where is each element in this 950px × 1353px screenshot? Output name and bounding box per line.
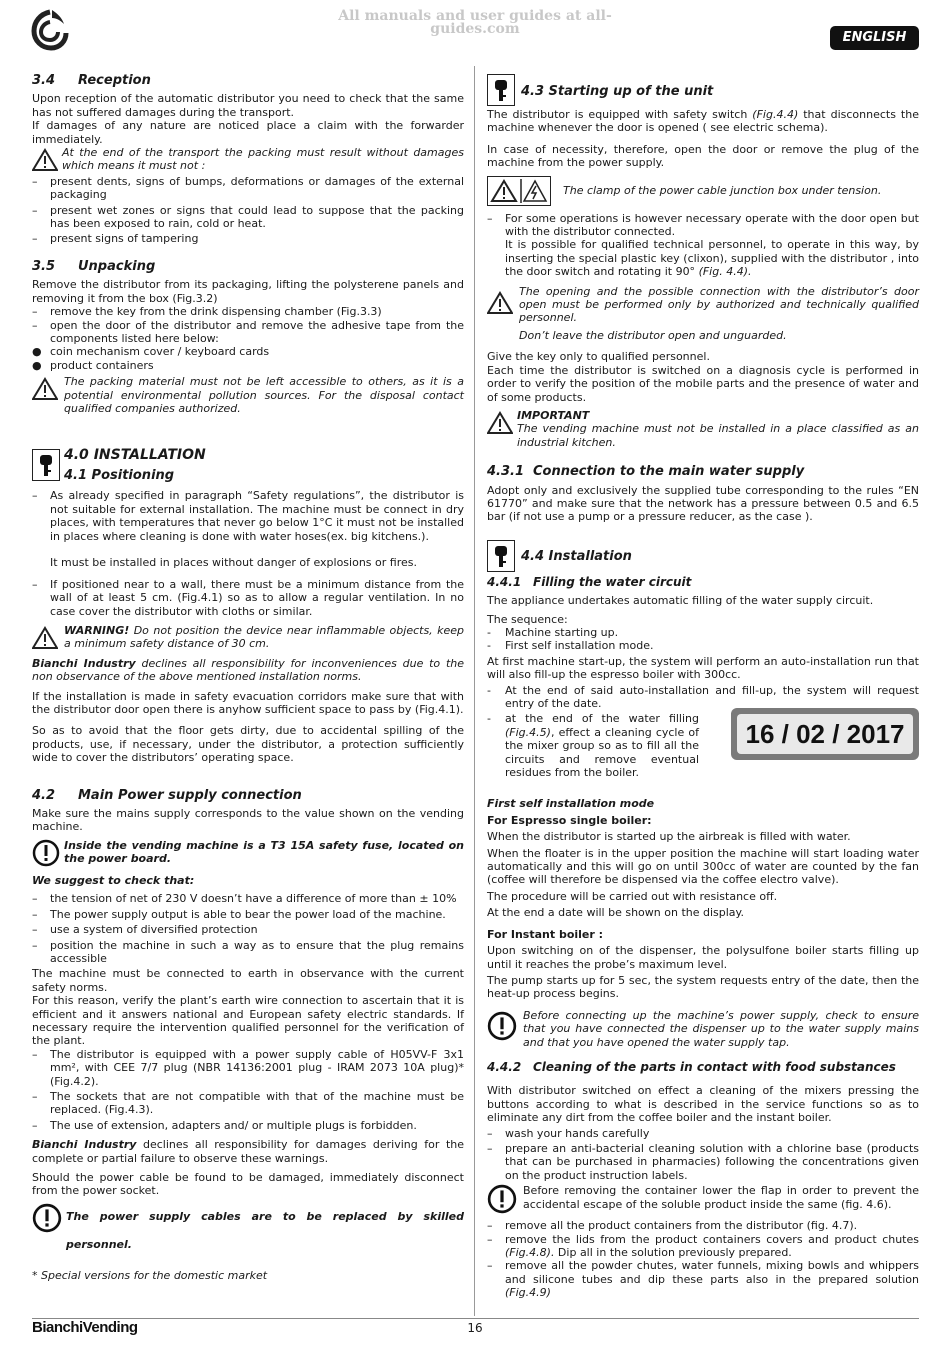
section-4-2-heading: 4.2 Main Power supply connection bbox=[32, 787, 302, 803]
paragraph: We suggest to check that: bbox=[32, 873, 195, 887]
right-column bbox=[487, 74, 919, 1305]
paragraph: Upon reception of the automatic distributor you need to check that the same has not suffered damages during the transport. bbox=[32, 92, 464, 119]
section-4-3-1-heading: 4.3.1 Connection to the main water supply bbox=[487, 464, 805, 480]
list-item: – As already specified in paragraph “Safety regulations”, the distributor is not suitable for external installation. The machine must be connect in dry places, with temperatures that never go below 1°C it must not be installed in places where cleaning is done with water hoses(ex. big kitchens.). It must be installed in places without danger of explosions or fires. bbox=[32, 489, 464, 570]
section-4-3-heading: 4.3 Starting up of the unit bbox=[521, 84, 714, 99]
paragraph: The sequence: bbox=[487, 612, 568, 626]
exclamation-circle-icon bbox=[487, 1011, 517, 1044]
paragraph: Adopt only and exclusively the supplied tube corresponding to the rules “EN 61770” and make sure that the network has a pressure between 0.5 and 6.5 bar (if not use a pump or a pressure reducer, as the case ). bbox=[487, 483, 919, 524]
list-item: – remove the lids from the product containers covers and product chutes (Fig.4.8). Dip all in the solution previously prepared. bbox=[487, 1232, 919, 1259]
section-4-4-2-heading: 4.4.2 Cleaning of the parts in contact with food substances bbox=[487, 1059, 896, 1074]
paragraph: When the floater is in the upper position the machine will start loading water automatically and this will go on until 300cc of water are counted by the fan (coffee will therefore be dispensed via the coffee electro valve). bbox=[487, 846, 919, 887]
subheading: For Instant boiler : bbox=[487, 927, 604, 941]
section-4-3 bbox=[487, 74, 919, 108]
list-item: – For some operations is however necessary operate with the door open but with the distributor connected. It is possible for qualified technical personnel, to operate in this way, by inserting the special plastic key (clixon), supplied with the distributor , into the door switch and rotating it 90° (Fig. 4.4). bbox=[487, 211, 919, 279]
list-item: – The power supply output is able to bear the power load of the machine. bbox=[32, 907, 446, 921]
paragraph: At first machine start-up, the system will perform an auto-installation run that will also fill-up the espresso boiler with 300cc. bbox=[487, 654, 919, 682]
paragraph: The pump starts up for 5 sec, the system requests entry of the date, then the heat-up process begins. bbox=[487, 973, 919, 1001]
section-4-4 bbox=[487, 540, 919, 574]
list bbox=[487, 212, 919, 279]
list-item: – present wet zones or signs that could lead to suppose that the packing has been exposed to rain, cold or heat. bbox=[32, 203, 464, 231]
paragraph: In case of necessity, therefore, open the door or remove the plug of the machine from the power supply. bbox=[487, 142, 919, 170]
list-item: – the tension of net of 230 V doesn’t have a difference of more than ± 10% bbox=[32, 892, 457, 906]
list bbox=[32, 305, 464, 372]
paragraph: Make sure the mains supply corresponds to the value shown on the vending machine. bbox=[32, 807, 464, 834]
paragraph: Bianchi Industry declines all responsibility for inconveniences due to the non observance of the above mentioned installation norms. bbox=[32, 656, 465, 684]
date-display-value: 16 / 02 / 2017 bbox=[737, 714, 913, 754]
list bbox=[32, 1048, 464, 1132]
section-4-4-heading: 4.4 Installation bbox=[521, 548, 632, 564]
paragraph: With distributor switched on effect a cleaning of the mixers pressing the buttons according to what is described in the service functions so as to eliminate any dirt from the coffee boiler and the instant boiler. bbox=[487, 1084, 919, 1125]
date-block bbox=[487, 684, 919, 780]
section-4-4-1-heading: 4.4.1 Filling the water circuit bbox=[487, 574, 692, 589]
exclamation-circle-icon bbox=[32, 1203, 62, 1244]
list bbox=[487, 626, 919, 653]
clamp-warning-text: The clamp of the power cable junction box under tension. bbox=[563, 183, 882, 197]
list-item: - First self installation mode. bbox=[487, 639, 654, 653]
paragraph: For this reason, verify the plant’s earth wire connection to ascertain that it is efficient and it answers national and European safety electric standards. If necessary require the intervention qualified personnel for the verification of the plant. bbox=[32, 994, 464, 1048]
list-item: – remove all the product containers from the distributor (fig. 4.7). bbox=[487, 1219, 858, 1233]
warning-triangle-icon bbox=[32, 148, 58, 175]
section-4-0 bbox=[32, 449, 464, 485]
important-note: Inside the vending machine is a T3 15A safety fuse, located on the power board. bbox=[32, 839, 464, 869]
paragraph: The procedure will be carried out with resistance off. bbox=[487, 889, 778, 903]
section-4-1-heading: 4.1 Positioning bbox=[64, 468, 175, 484]
paragraph: Each time the distributor is switched on a diagnosis cycle is performed in order to verify the position of the mobile parts and the presence of water and of some products. bbox=[487, 363, 919, 404]
list-item: ● product containers bbox=[32, 358, 154, 372]
warning-note: WARNING! Do not position the device near inflammable objects, keep a minimum safety distance of 30 cm. bbox=[32, 624, 464, 651]
list bbox=[32, 489, 464, 618]
list bbox=[32, 175, 464, 246]
warning-note: At the end of the transport the packing must result without damages which means it must not : bbox=[32, 146, 464, 173]
warning-note: The packing material must not be left accessible to others, as it is a potential environmental pollution sources. For the disposal contact qualified companies authorized. bbox=[32, 375, 464, 415]
exclamation-circle-icon bbox=[487, 1184, 517, 1217]
paragraph: If damages of any nature are noticed place a claim with the forwarder immediately. bbox=[32, 119, 464, 146]
subheading: First self installation mode bbox=[487, 797, 655, 811]
paragraph: Bianchi Industry declines all responsibility for damages deriving for the complete or partial failure to observe these warnings. bbox=[32, 1138, 464, 1165]
warning-triangle-icon bbox=[487, 411, 513, 438]
list-item: – The sockets that are not compatible with that of the machine must be replaced. (Fig.4.3). bbox=[32, 1089, 464, 1117]
list-item: – remove all the powder chutes, water funnels, mixing bowls and whippers and silicone tubes and dip these parts also in the prepared solution (Fig.4.9) bbox=[487, 1259, 919, 1300]
warning-triangle-icon bbox=[32, 377, 58, 404]
language-badge: ENGLISH bbox=[830, 26, 919, 50]
footer-divider bbox=[32, 1318, 919, 1319]
list-item: - At the end of said auto-installation and fill-up, the system will request entry of the date. bbox=[487, 683, 919, 710]
key-icon bbox=[487, 540, 515, 572]
list-item: - Machine starting up. bbox=[487, 625, 619, 639]
paragraph: Give the key only to qualified personnel. bbox=[487, 350, 710, 364]
list-item: – present dents, signs of bumps, deformations or damages of the external packaging bbox=[32, 174, 464, 202]
subheading: For Espresso single boiler: bbox=[487, 813, 652, 827]
important-note: Before connecting up the machine’s power supply, check to ensure that you have connected the dispenser up to the water supply mains and that you have opened the water supply tap. bbox=[487, 1009, 919, 1049]
column-divider bbox=[474, 66, 475, 1316]
warning-triangle-icon bbox=[32, 626, 58, 653]
warning-note: The opening and the possible connection with the distributor’s door open must be performed only by authorized and technically qualified personnel. Don’t leave the distributor open and unguarded. bbox=[487, 285, 919, 343]
key-icon bbox=[487, 74, 515, 106]
exclamation-circle-icon bbox=[32, 839, 60, 870]
watermark: All manuals and user guides at all-guides.com bbox=[338, 8, 612, 38]
list bbox=[487, 684, 919, 711]
paragraph: At the end a date will be shown on the display. bbox=[487, 906, 744, 920]
page-number: 16 bbox=[467, 1321, 483, 1335]
important-note: The power supply cables are to be replaced by skilled personnel. bbox=[32, 1203, 464, 1259]
list-item: - at the end of the water filling (Fig.4.5), effect a cleaning cycle of the mixer group so as to fill all the circuits and remove eventual residues from the boiler. bbox=[487, 712, 699, 780]
important-note: IMPORTANT The vending machine must not be installed in a place classified as an industrial kitchen. bbox=[487, 409, 919, 449]
footer-brand: BianchiVending bbox=[32, 1319, 138, 1336]
list bbox=[32, 892, 464, 965]
list-item: – position the machine in such a way as to ensure that the plug remains accessible bbox=[32, 938, 464, 965]
list bbox=[487, 712, 699, 779]
footnote: * Special versions for the domestic market bbox=[32, 1268, 268, 1282]
list-item: – If positioned near to a wall, there must be a minimum distance from the wall of at least 5 cm. (Fig.4.1) so as to allow a regular ventilation. In no case cover the distributor with cloths or similar. bbox=[32, 577, 464, 618]
paragraph: The appliance undertakes automatic filling of the water supply circuit. bbox=[487, 594, 874, 608]
list-item: – open the door of the distributor and remove the adhesive tape from the components listed here below: bbox=[32, 318, 464, 345]
important-note: Before removing the container lower the flap in order to prevent the accidental escape of the soluble product inside the same (fig. 4.6). bbox=[487, 1184, 919, 1214]
date-display bbox=[731, 708, 919, 760]
section-3-5-heading: 3.5 Unpacking bbox=[32, 258, 156, 274]
paragraph: The machine must be connected to earth in observance with the current safety norms. bbox=[32, 967, 464, 994]
paragraph: So as to avoid that the floor gets dirty, due to accidental spilling of the products, use, if necessary, under the distributor, a protection sufficiently wide to cover the distributors’ operating space. bbox=[32, 724, 464, 765]
paragraph: Should the power cable be found to be damaged, immediately disconnect from the power socket. bbox=[32, 1171, 464, 1198]
warning-triangle-icon bbox=[487, 291, 513, 318]
list-item: – use a system of diversified protection bbox=[32, 923, 258, 937]
list bbox=[487, 1127, 919, 1183]
section-3-4-heading: 3.4 Reception bbox=[32, 73, 151, 88]
list-item: – remove the key from the drink dispensing chamber (Fig.3.3) bbox=[32, 305, 382, 319]
paragraph: The distributor is equipped with safety switch (Fig.4.4) that disconnects the machine whenever the door is opened ( see electric schema). bbox=[487, 108, 919, 135]
electric-warning-icon bbox=[487, 176, 551, 206]
clamp-warning bbox=[487, 176, 919, 208]
brand-logo-icon bbox=[28, 8, 72, 52]
left-column bbox=[32, 74, 464, 1287]
paragraph: Remove the distributor from its packaging, lifting the polysterene panels and removing it from the box (Fig.3.2) bbox=[32, 278, 464, 305]
list-item: – The use of extension, adapters and/ or multiple plugs is forbidden. bbox=[32, 1118, 417, 1132]
section-4-0-heading: 4.0 INSTALLATION bbox=[64, 447, 206, 464]
list-item: – The distributor is equipped with a power supply cable of H05VV-F 3x1 mm², with CEE 7/7 plug (NBR 14136:2001 plug - IRAM 2073 10A plug)* (Fig.4.2). bbox=[32, 1047, 464, 1088]
list-item: – prepare an anti-bacterial cleaning solution with a chlorine base (products that can be purchased in pharmacies) following the concentrations given on the product instruction labels. bbox=[487, 1141, 919, 1182]
list bbox=[487, 1219, 919, 1299]
paragraph: Upon switching on of the dispenser, the polysulfone boiler starts filling up until it reaches the probe’s maximum level. bbox=[487, 944, 919, 971]
key-icon bbox=[32, 449, 60, 481]
list-item: – present signs of tampering bbox=[32, 232, 199, 246]
paragraph: If the installation is made in safety evacuation corridors make sure that with the distributor door open there is anyhow sufficient space to pass by (Fig.4.1). bbox=[32, 689, 464, 717]
paragraph: When the distributor is started up the airbreak is filled with water. bbox=[487, 830, 851, 844]
list-item: – wash your hands carefully bbox=[487, 1126, 650, 1140]
list-item: ● coin mechanism cover / keyboard cards bbox=[32, 345, 270, 359]
